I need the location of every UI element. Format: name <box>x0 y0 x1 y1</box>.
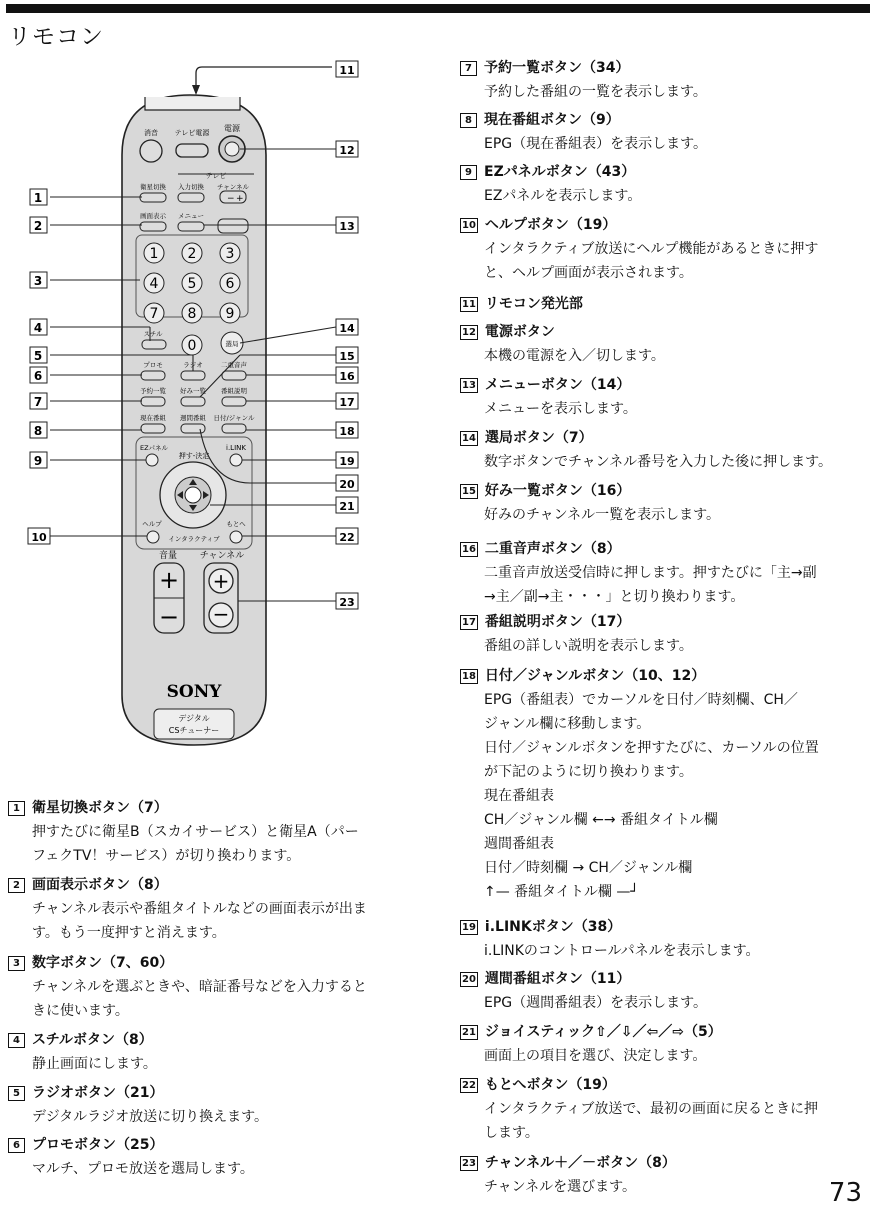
svg-text:6: 6 <box>33 369 43 383</box>
description-item <box>8 1081 268 1129</box>
svg-text:6: 6 <box>225 276 235 292</box>
svg-text:CSチューナー: CSチューナー <box>168 726 220 735</box>
item-title: 番組説明ボタン（17） <box>484 614 631 630</box>
svg-text:3: 3 <box>33 274 43 288</box>
svg-text:13: 13 <box>339 220 355 233</box>
item-description-line: CH／ジャンル欄 ←→ 番組タイトル欄 <box>484 812 718 828</box>
description-item <box>460 1073 818 1145</box>
svg-text:12: 12 <box>339 144 355 157</box>
item-title: 画面表示ボタン（8） <box>32 877 168 893</box>
item-heading <box>460 610 693 634</box>
svg-text:ヘルプ: ヘルプ <box>142 520 162 528</box>
item-number: 11 <box>462 298 476 310</box>
svg-text:二重音声: 二重音声 <box>221 361 247 369</box>
item-description-line: す。もう一度押すと消えます。 <box>32 925 226 941</box>
item-heading <box>460 967 707 991</box>
svg-text:9: 9 <box>225 306 235 322</box>
item-heading <box>460 915 760 939</box>
item-description-line: インタラクティブ放送にヘルプ機能があるときに押す <box>484 241 819 257</box>
svg-text:+: + <box>158 566 180 594</box>
item-number: 4 <box>8 1033 25 1048</box>
svg-text:1: 1 <box>149 246 159 262</box>
svg-text:音量: 音量 <box>158 551 178 561</box>
item-title: もとへボタン（19） <box>484 1077 616 1093</box>
item-heading <box>8 951 367 975</box>
description-item <box>460 373 637 421</box>
item-title: i.LINKボタン（38） <box>484 919 622 935</box>
item-heading <box>460 479 720 503</box>
item-number: 10 <box>462 219 476 231</box>
svg-text:−: − <box>227 194 235 204</box>
svg-text:消音: 消音 <box>144 129 158 137</box>
item-number: 1 <box>8 801 25 816</box>
item-description-line: と、ヘルプ画面が表示されます。 <box>484 265 693 281</box>
item-title: スチルボタン（8） <box>32 1032 153 1048</box>
description-item <box>8 1133 254 1181</box>
item-number: 9 <box>460 165 477 180</box>
item-description-line: します。 <box>484 1125 539 1141</box>
svg-text:10: 10 <box>31 531 47 544</box>
item-description-line: きに使います。 <box>32 1003 129 1019</box>
svg-text:画面表示: 画面表示 <box>140 212 166 220</box>
item-description-line: EZパネルを表示します。 <box>484 188 642 204</box>
svg-text:8: 8 <box>187 306 197 322</box>
svg-text:2: 2 <box>187 246 197 262</box>
item-heading <box>8 1081 268 1105</box>
svg-text:EZパネル: EZパネル <box>139 444 169 452</box>
svg-text:もとへ: もとへ <box>226 520 246 528</box>
svg-text:1: 1 <box>33 191 43 205</box>
item-title: プロモボタン（25） <box>32 1137 164 1153</box>
description-item <box>460 610 693 658</box>
item-title: EZパネルボタン（43） <box>484 164 636 180</box>
svg-text:スチル: スチル <box>143 330 163 338</box>
item-number: 5 <box>8 1086 25 1101</box>
svg-text:18: 18 <box>339 425 355 438</box>
svg-text:11: 11 <box>339 64 355 77</box>
item-number: 20 <box>462 973 476 985</box>
svg-text:チャンネル: チャンネル <box>199 551 245 561</box>
item-description-line: EPG（週間番組表）を表示します。 <box>484 995 708 1011</box>
item-heading <box>460 664 819 688</box>
item-heading <box>460 1151 676 1175</box>
item-title: ラジオボタン（21） <box>32 1085 164 1101</box>
item-description-line: チャンネルを選びます。 <box>484 1179 637 1195</box>
svg-text:+: + <box>236 194 244 204</box>
item-description-line: マルチ、プロモ放送を選局します。 <box>32 1161 254 1177</box>
svg-text:入力切換: 入力切換 <box>178 183 204 191</box>
item-title: 二重音声ボタン（8） <box>484 541 621 557</box>
item-title: 電源ボタン <box>484 324 555 340</box>
item-title: チャンネル＋／－ボタン（8） <box>484 1155 676 1171</box>
svg-text:衛星切換: 衛星切換 <box>140 183 166 191</box>
description-item <box>460 108 707 156</box>
item-description-line: 週間番組表 <box>484 836 554 852</box>
item-title: 衛星切換ボタン（7） <box>32 800 168 816</box>
item-heading <box>8 1133 254 1157</box>
item-title: 好み一覧ボタン（16） <box>484 483 631 499</box>
svg-text:押す-決定: 押す-決定 <box>178 452 210 460</box>
description-item <box>8 951 367 1023</box>
svg-text:0: 0 <box>187 338 197 354</box>
description-item <box>460 967 707 1015</box>
svg-text:プロモ: プロモ <box>143 361 163 369</box>
item-description-line: →主／副→主・・・」と切り換わります。 <box>484 589 745 605</box>
item-title: 予約一覧ボタン（34） <box>484 60 630 76</box>
item-heading <box>460 426 832 450</box>
item-heading <box>460 1020 722 1044</box>
item-heading <box>8 796 359 820</box>
item-description-line: i.LINKのコントロールパネルを表示します。 <box>484 943 760 959</box>
item-description-line: チャンネル表示や番組タイトルなどの画面表示が出ま <box>32 901 367 917</box>
item-heading <box>460 160 641 184</box>
svg-text:現在番組: 現在番組 <box>140 414 166 422</box>
description-item <box>460 320 665 368</box>
item-title: 週間番組ボタン（11） <box>484 971 631 987</box>
description-item <box>8 1028 157 1076</box>
item-number: 13 <box>462 379 476 391</box>
svg-text:メニュー: メニュー <box>178 212 204 220</box>
svg-text:好み一覧: 好み一覧 <box>180 387 206 395</box>
item-description-line: 予約した番組の一覧を表示します。 <box>484 84 707 100</box>
item-description-line: EPG（番組表）でカーソルを日付／時刻欄、CH／ <box>484 692 798 708</box>
description-item <box>8 873 367 945</box>
item-number: 7 <box>460 61 477 76</box>
item-heading <box>460 56 707 80</box>
svg-text:−: − <box>158 603 180 631</box>
svg-text:チャンネル: チャンネル <box>216 183 250 191</box>
svg-text:選局: 選局 <box>225 340 239 348</box>
svg-text:インタラクティブ: インタラクティブ <box>168 535 220 543</box>
item-description-line: デジタルラジオ放送に切り換えます。 <box>32 1109 269 1125</box>
svg-text:19: 19 <box>339 455 355 468</box>
item-heading <box>460 108 707 132</box>
svg-text:SONY: SONY <box>166 682 222 702</box>
item-description-line: 現在番組表 <box>484 788 554 804</box>
item-number: 15 <box>462 485 476 497</box>
item-heading <box>460 537 817 561</box>
description-item <box>8 796 359 868</box>
svg-text:14: 14 <box>339 322 355 335</box>
description-item <box>460 56 707 104</box>
page-title: リモコン <box>8 24 104 50</box>
svg-text:予約一覧: 予約一覧 <box>140 387 166 395</box>
svg-text:16: 16 <box>339 370 355 383</box>
svg-text:日付/ジャンル: 日付/ジャンル <box>213 414 255 422</box>
item-description-line: ジャンル欄に移動します。 <box>484 716 651 732</box>
svg-text:3: 3 <box>225 246 235 262</box>
svg-text:7: 7 <box>33 395 43 409</box>
item-description-line: 番組の詳しい説明を表示します。 <box>484 638 693 654</box>
remote-illustration <box>0 55 376 755</box>
description-item <box>460 537 817 609</box>
item-heading <box>460 373 637 397</box>
item-number: 2 <box>8 878 25 893</box>
svg-text:+: + <box>212 569 230 593</box>
item-description-line: 静止画面にします。 <box>32 1056 157 1072</box>
svg-text:20: 20 <box>339 478 355 491</box>
item-description-line: EPG（現在番組表）を表示します。 <box>484 136 708 152</box>
header-rule <box>6 4 870 13</box>
item-number: 22 <box>462 1079 476 1091</box>
item-description-line: 数字ボタンでチャンネル番号を入力した後に押します。 <box>484 454 833 470</box>
item-description-line: 押すたびに衛星B（スカイサービス）と衛星A（パー <box>32 824 359 840</box>
item-number: 12 <box>462 326 476 338</box>
item-heading <box>460 320 665 344</box>
description-item <box>460 213 818 285</box>
item-description-line: 画面上の項目を選び、決定します。 <box>484 1048 707 1064</box>
item-title: 数字ボタン（7、60） <box>32 955 174 971</box>
item-title: ジョイスティック⇧／⇩／⇦／⇨（5） <box>484 1024 722 1040</box>
item-number: 3 <box>8 956 25 971</box>
svg-text:7: 7 <box>149 306 159 322</box>
item-description-line: ↑— 番組タイトル欄 —┘ <box>484 884 639 900</box>
svg-text:番組説明: 番組説明 <box>221 387 247 395</box>
item-description-line: チャンネルを選ぶときや、暗証番号などを入力すると <box>32 979 367 995</box>
item-number: 18 <box>462 670 476 682</box>
description-item <box>460 292 583 316</box>
item-heading <box>8 873 367 897</box>
description-item <box>460 479 720 527</box>
svg-text:ラジオ: ラジオ <box>183 361 203 369</box>
item-description-line: 本機の電源を入／切します。 <box>484 348 665 364</box>
svg-text:5: 5 <box>187 276 197 292</box>
svg-text:電源: 電源 <box>224 124 240 133</box>
item-title: 日付／ジャンルボタン（10、12） <box>484 668 706 684</box>
item-number: 23 <box>462 1157 476 1169</box>
item-number: 14 <box>462 432 476 444</box>
svg-text:週間番組: 週間番組 <box>180 414 206 422</box>
svg-text:23: 23 <box>339 596 355 609</box>
item-number: 19 <box>462 921 476 933</box>
item-title: メニューボタン（14） <box>484 377 631 393</box>
svg-text:21: 21 <box>339 500 355 513</box>
item-heading <box>460 1073 818 1097</box>
item-description-line: が下記のように切り換わります。 <box>484 764 693 780</box>
svg-text:テレビ: テレビ <box>205 172 227 180</box>
item-heading <box>8 1028 157 1052</box>
item-heading <box>460 213 818 237</box>
svg-text:5: 5 <box>33 349 43 363</box>
item-description-line: メニューを表示します。 <box>484 401 637 417</box>
item-description-line: 日付／時刻欄 → CH／ジャンル欄 <box>484 860 693 876</box>
item-description-line: フェクTV！サービス）が切り換わります。 <box>32 848 301 864</box>
item-number: 21 <box>462 1026 476 1038</box>
item-title: 現在番組ボタン（9） <box>484 112 620 128</box>
item-number: 6 <box>8 1138 25 1153</box>
svg-text:i.LINK: i.LINK <box>226 444 246 452</box>
page-number: 73 <box>828 1178 862 1208</box>
svg-text:8: 8 <box>33 424 43 438</box>
item-number: 16 <box>462 543 476 555</box>
item-heading <box>460 292 583 316</box>
item-title: ヘルプボタン（19） <box>484 217 617 233</box>
svg-text:22: 22 <box>339 531 355 544</box>
svg-text:4: 4 <box>33 321 43 335</box>
item-description-line: インタラクティブ放送で、最初の画面に戻るときに押 <box>484 1101 819 1117</box>
item-description-line: 日付／ジャンルボタンを押すたびに、カーソルの位置 <box>484 740 819 756</box>
svg-text:デジタル: デジタル <box>178 714 210 723</box>
description-item <box>460 915 760 963</box>
description-item <box>460 1020 722 1068</box>
description-item <box>460 664 819 904</box>
description-item <box>460 1151 676 1199</box>
description-item <box>460 160 641 208</box>
svg-text:17: 17 <box>339 396 355 409</box>
item-title: リモコン発光部 <box>484 296 583 312</box>
item-number: 8 <box>460 113 477 128</box>
item-description-line: 好みのチャンネル一覧を表示します。 <box>484 507 721 523</box>
item-description-line: 二重音声放送受信時に押します。押すたびに「主→副 <box>484 565 817 581</box>
description-item <box>460 426 832 474</box>
svg-text:9: 9 <box>33 454 43 468</box>
item-number: 17 <box>462 616 476 628</box>
svg-text:テレビ電源: テレビ電源 <box>174 129 210 137</box>
item-title: 選局ボタン（7） <box>484 430 593 446</box>
svg-text:2: 2 <box>33 219 43 233</box>
svg-text:4: 4 <box>149 276 159 292</box>
svg-text:−: − <box>212 602 230 626</box>
svg-text:15: 15 <box>339 350 355 363</box>
